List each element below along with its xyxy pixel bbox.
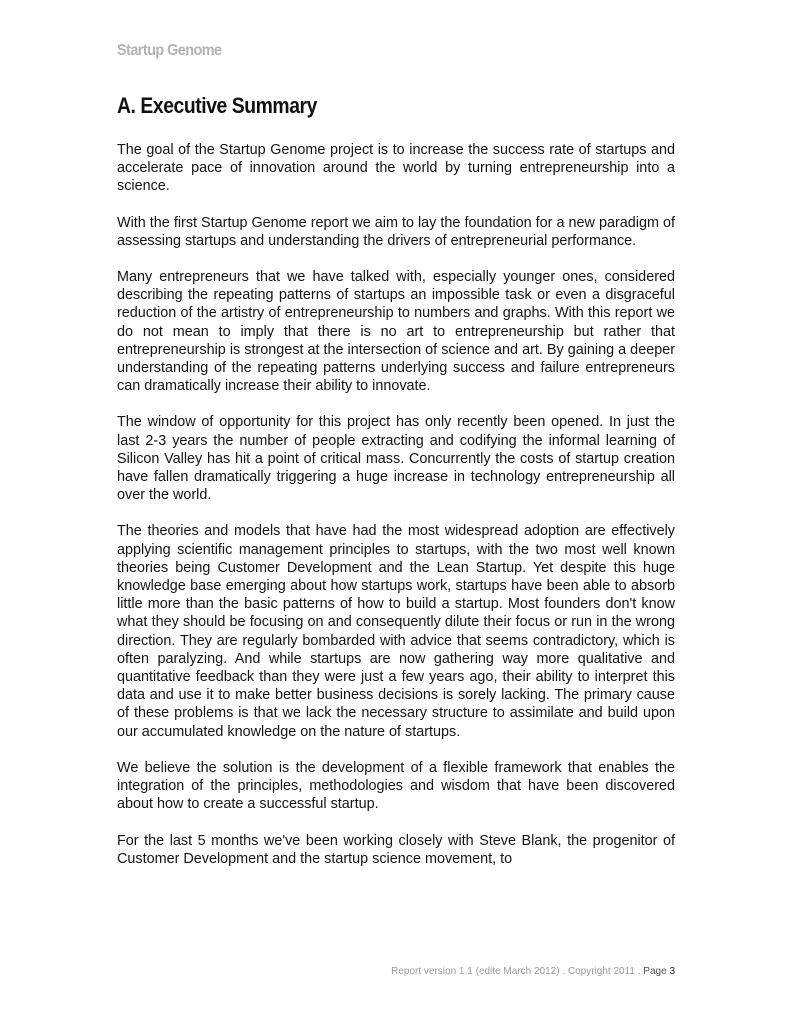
body-text xyxy=(117,141,675,886)
page-label: Page xyxy=(643,966,667,977)
page-footer xyxy=(391,966,675,977)
page-number: 3 xyxy=(669,966,675,977)
paragraph-theories: The theories and models that have had the most widespread adoption are effectively applying scientific management principles to startups, with the two most well known theories being Customer Development and the Lean Startup. Yet despite this huge knowledge base emerging about how startups work, startups have been able to absorb little more than the basic patterns of how to build a startup. Most founders don't know what they should be focusing on and consequently dilute their focus or run in the wrong direction. They are regularly bombarded with advice that seems contradictory, which is often paralyzing. And while startups are now gathering way more qualitative and quantitative feedback than they were just a few years ago, their ability to interpret this data and use it to make better business decisions is sorely lacking. The primary cause of these problems is that we lack the necessary structure to assimilate and build upon our accumulated knowledge on the nature of startups. xyxy=(117,523,675,740)
section-title: A. Executive Summary xyxy=(117,93,317,118)
paragraph-entrepreneurs: Many entrepreneurs that we have talked with, especially younger ones, considered describing the repeating patterns of startups an impossible task or even a disgraceful reduction of the artistry of entrepreneurship to numbers and graphs. With this report we do not mean to imply that there is no art to entrepreneurship but rather that entrepreneurship is strongest at the intersection of science and art. By gaining a deeper understanding of the repeating patterns underlying success and failure entrepreneurs can dramatically increase their ability to innovate. xyxy=(117,269,675,395)
paragraph-steve-blank: For the last 5 months we've been working closely with Steve Blank, the progenitor of Customer Development and the startup science movement, to xyxy=(117,832,675,867)
paragraph-solution: We believe the solution is the development of a flexible framework that enables the integration of the principles, methodologies and wisdom that have been discovered about how to create a successful startup. xyxy=(117,759,675,813)
report-info: Report version 1.1 (edite March 2012) . Copyright 2011 . xyxy=(391,966,641,977)
paragraph-foundation: With the first Startup Genome report we aim to lay the foundation for a new paradigm of assessing startups and understanding the drivers of entrepreneurial performance. xyxy=(117,214,675,249)
paragraph-goal: The goal of the Startup Genome project is to increase the success rate of startups and accelerate pace of innovation around the world by turning entrepreneurship into a science. xyxy=(117,142,675,195)
running-header: Startup Genome xyxy=(117,42,222,59)
paragraph-window: The window of opportunity for this project has only recently been opened. In just the last 2-3 years the number of people extracting and codifying the informal learning of Silicon Valley has hit a point of critical mass. Concurrently the costs of startup creation have fallen dramatically triggering a huge increase in technology entrepreneurship all over the world. xyxy=(117,414,675,504)
